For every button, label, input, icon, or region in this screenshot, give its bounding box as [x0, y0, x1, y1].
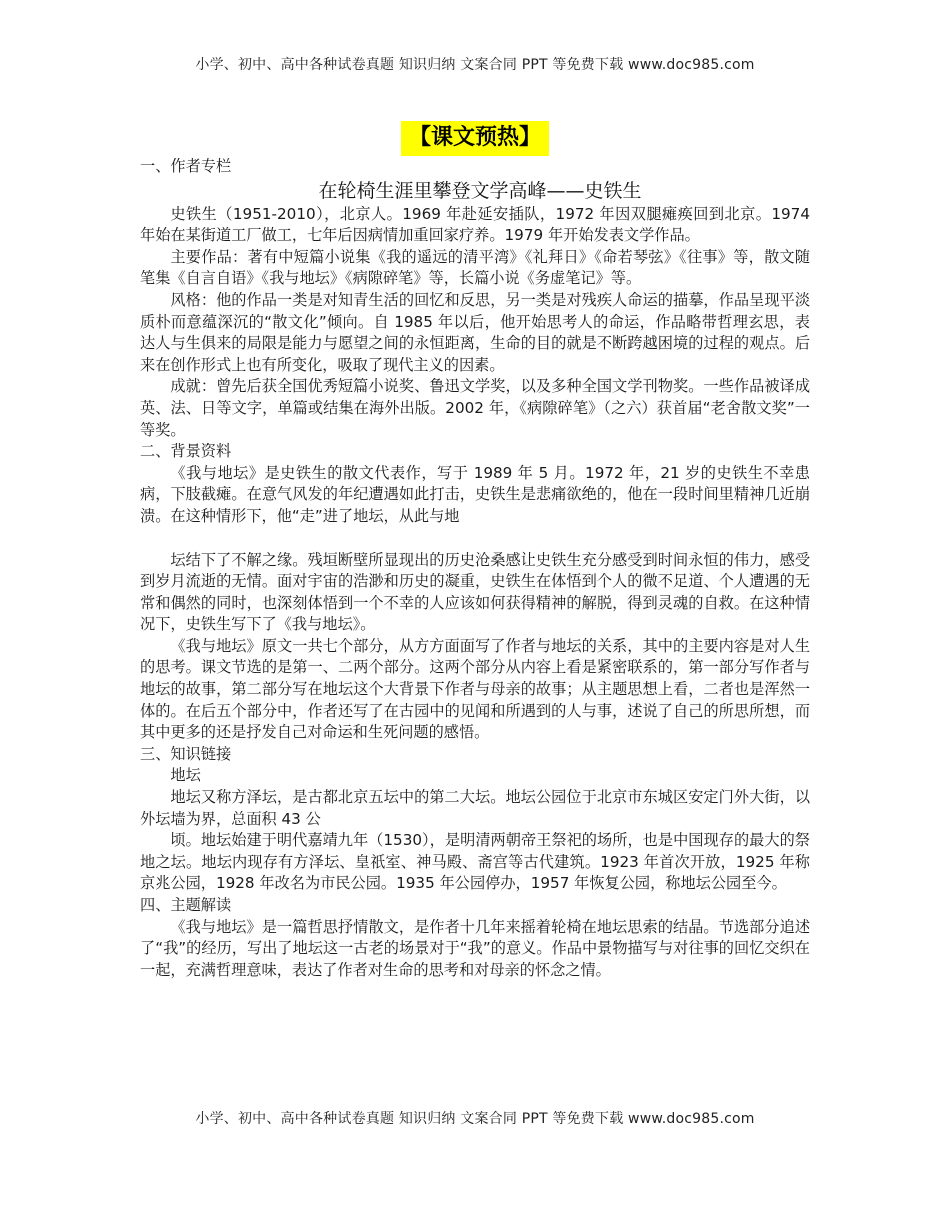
heading-theme: 四、主题解读 [140, 896, 232, 914]
section-banner: 【课文预热】 [401, 121, 549, 156]
page-header: 小学、初中、高中各种试卷真题 知识归纳 文案合同 PPT 等免费下载 www.doc985.com [195, 57, 755, 73]
author-bio-paragraph: 史铁生（1951-2010），北京人。1969 年赴延安插队，1972 年因双腿瘫痪回到北京。1974 年始在某街道工厂做工，七年后因病情加重回家疗养。1979 年开始发表文学作品。 [140, 204, 810, 245]
heading-author: 一、作者专栏 [140, 157, 232, 175]
page-gap [140, 528, 810, 550]
document-body [140, 156, 810, 981]
author-works-paragraph: 主要作品：著有中短篇小说集《我的遥远的清平湾》《礼拜日》《命若琴弦》《往事》等，散文随笔集《自言自语》《我与地坛》《病隙碎笔》等，长篇小说《务虚笔记》等。 [140, 247, 810, 288]
background-paragraph-3: 《我与地坛》原文一共七个部分，从方方面面写了作者与地坛的关系，其中的主要内容是对人生的思考。课文节选的是第一、二两个部分。这两个部分从内容上看是紧密联系的，第一部分写作者与地坛的故事，第二部分写在地坛这个大背景下作者与母亲的故事；从主题思想上看，二者也是浑然一体的。在后五个部分中，作者还写了在古园中的见闻和所遇到的人与事，述说了自己的所思所想，而其中更多的还是抒发自己对命运和生死问题的感悟。 [140, 636, 810, 742]
knowledge-paragraph-1: 地坛又称方泽坛，是古都北京五坛中的第二大坛。地坛公园位于北京市东城区安定门外大街，以外坛墙为界，总面积 43 公 [140, 788, 810, 828]
author-style-paragraph: 风格：他的作品一类是对知青生活的回忆和反思，另一类是对残疾人命运的描摹，作品呈现平淡质朴而意蕴深沉的“散文化”倾向。自 1985 年以后，他开始思考人的命运，作品略带哲理玄思，表达人与生俱来的局限是能力与愿望之间的永恒距离，生命的目的就是不断跨越困境的过程的观点。后来在创作形式上也有所变化，吸取了现代主义的因素。 [140, 290, 810, 374]
knowledge-paragraph-2: 顷。地坛始建于明代嘉靖九年（1530），是明清两朝帝王祭祀的场所，也是中国现存的最大的祭地之坛。地坛内现存有方泽坛、皇祇室、神马殿、斋宫等古代建筑。1923 年首次开放，1925 年称京兆公园，1928 年改名为市民公园。1935 年公园停办，1957 年恢复公园，称地坛公园至今。 [140, 831, 810, 893]
author-title: 在轮椅生涯里攀登文学高峰——史铁生 [318, 179, 642, 202]
background-paragraph-1: 《我与地坛》是史铁生的散文代表作，写于 1989 年 5 月。1972 年，21 岁的史铁生不幸患病，下肢截瘫。在意气风发的年纪遭遇如此打击，史铁生是悲痛欲绝的，他在一段时间里精神几近崩溃。在这种情形下，他“走”进了地坛，从此与地 [140, 463, 810, 525]
heading-knowledge: 三、知识链接 [140, 744, 232, 763]
page-footer: 小学、初中、高中各种试卷真题 知识归纳 文案合同 PPT 等免费下载 www.doc985.com [195, 1111, 755, 1127]
heading-background: 二、背景资料 [140, 442, 232, 461]
author-achievement-paragraph: 成就：曾先后获全国优秀短篇小说奖、鲁迅文学奖，以及多种全国文学刊物奖。一些作品被译成英、法、日等文字，单篇或结集在海外出版。2002 年，《病隙碎笔》（之六）获首届“老舍散文奖”一等奖。 [140, 377, 810, 439]
banner-container [0, 121, 950, 156]
knowledge-subheading: 地坛 [170, 766, 201, 785]
background-paragraph-2: 坛结下了不解之缘。残垣断壁所显现出的历史沧桑感让史铁生充分感受到时间永恒的伟力，感受到岁月流逝的无情。面对宇宙的浩渺和历史的凝重，史铁生在体悟到个人的微不足道、个人遭遇的无常和偶然的同时，也深刻体悟到一个不幸的人应该如何获得精神的解脱，得到灵魂的自救。在这种情况下，史铁生写下了《我与地坛》。 [140, 550, 810, 634]
theme-paragraph: 《我与地坛》是一篇哲思抒情散文，是作者十几年来摇着轮椅在地坛思索的结晶。节选部分追述了“我”的经历，写出了地坛这一古老的场景对于“我”的意义。作品中景物描写与对往事的回忆交织在一起，充满哲理意味，表达了作者对生命的思考和对母亲的怀念之情。 [140, 917, 810, 979]
